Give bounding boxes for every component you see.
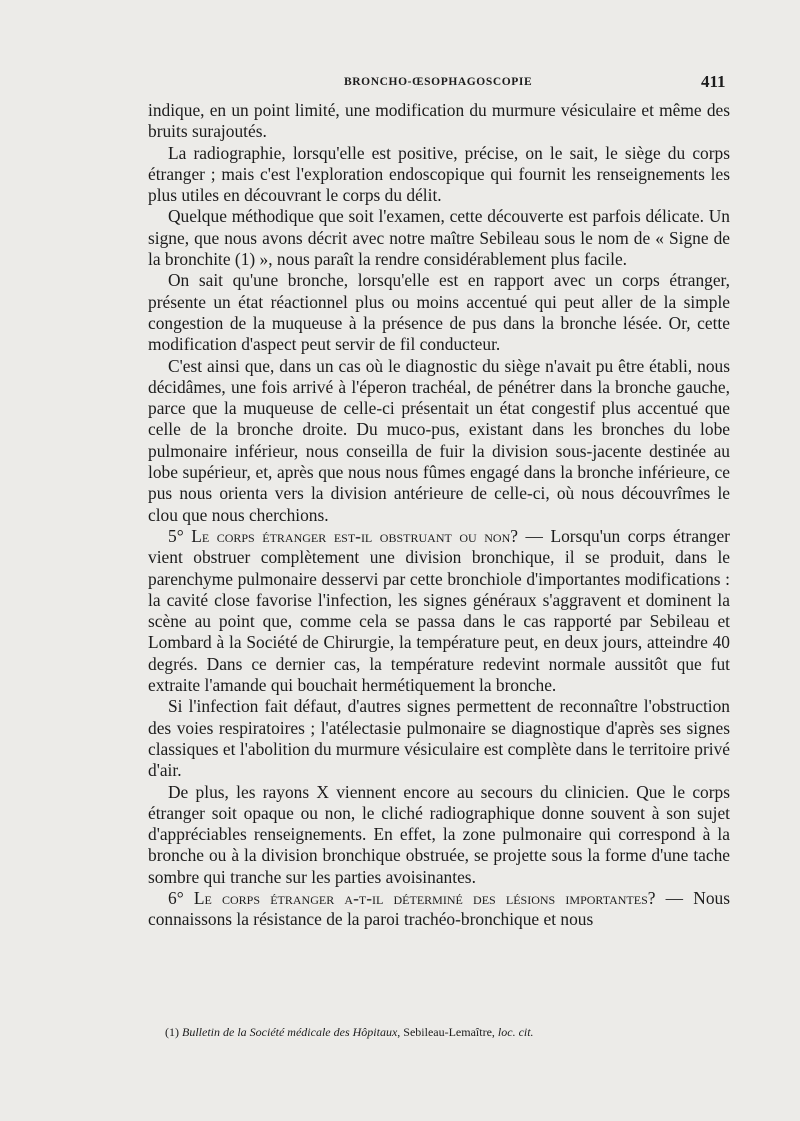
paragraph-radiographie: La radiographie, lorsqu'elle est positive, précise, on le sait, le siège du corps étranger ; mais c'est l'exploration endoscopique qui fournit les renseignements les plus utiles en découvrant le corps du délit.	[148, 142, 730, 206]
section-5	[148, 526, 730, 696]
paragraph-rayons-x: De plus, les rayons X viennent encore au secours du clinicien. Que le corps étranger soit opaque ou non, le cliché radiographique donne souvent à son sujet d'appréciables renseignements. En effet, la zone pulmonaire qui correspond à la bronche ou à la division bronchique obstruée, se projette sous la forme d'une tache sombre qui tranche sur les parties avoisinantes.	[148, 781, 730, 887]
footnote-authors: , Sebileau-Lemaître,	[397, 1025, 498, 1039]
section-6	[148, 888, 730, 931]
section-6-heading: Le corps étranger a-t-il déterminé des lésions importantes?	[193, 887, 656, 908]
footnote-source: Bulletin de la Société médicale des Hôpitaux	[182, 1025, 398, 1039]
paragraph-infection: Si l'infection fait défaut, d'autres signes permettent de reconnaître l'obstruction des voies respiratoires ; l'atélectasie pulmonaire se diagnostique d'après ses signes classiques et l'abolition du murmure vésiculaire est complète dans le territoire privé d'air.	[148, 696, 730, 781]
section-5-number: 5°	[168, 525, 184, 546]
section-6-number: 6°	[168, 887, 184, 908]
paragraph-methode: Quelque méthodique que soit l'examen, cette découverte est parfois délicate. Un signe, que nous avons décrit avec notre maître Sebileau sous le nom de « Signe de la bronchite (1) », nous paraît la rendre considérablement plus facile.	[148, 206, 730, 270]
running-head	[0, 72, 800, 96]
running-title: BRONCHO-ŒSOPHAGOSCOPIE	[344, 76, 533, 88]
footnote	[165, 1024, 725, 1040]
footnote-marker: (1)	[165, 1025, 179, 1039]
body-text	[148, 100, 730, 931]
footnote-loc: loc. cit.	[497, 1025, 534, 1039]
paragraph-bronche-reaction: On sait qu'une bronche, lorsqu'elle est en rapport avec un corps étranger, présente un état réactionnel plus ou moins accentué qui peut aller de la simple congestion de la muqueuse à la présence de pus dans la bronche lésée. Or, cette modification d'aspect peut servir de fil conducteur.	[148, 270, 730, 355]
section-6-text: — Nous connaissons la résistance de la paroi trachéo-bronchique et nous	[148, 887, 730, 930]
section-5-text: — Lorsqu'un corps étranger vient obstruer complètement une division bronchique, il se produit, dans le parenchyme pulmonaire desservi par cette bronchiole d'importantes modifications : la cavité close favorise l'infection, les signes généraux s'aggravent et dominent la scène au point que, comme cela se passa dans le cas rapporté par Sebileau et Lombard à la Société de Chirurgie, la température peut, en deux jours, atteindre 40 degrés. Dans ce dernier cas, la température redevint normale aussitôt que fut extraite l'amande qui bouchait hermétiquement la bronche.	[148, 525, 730, 696]
section-5-heading: Le corps étranger est-il obstruant ou non?	[191, 525, 518, 546]
paragraph-continuation: indique, en un point limité, une modification du murmure vésiculaire et même des bruits surajoutés.	[148, 100, 730, 142]
page-number: 411	[701, 72, 726, 91]
paragraph-cas-clou: C'est ainsi que, dans un cas où le diagnostic du siège n'avait pu être établi, nous décidâmes, une fois arrivé à l'éperon trachéal, de pénétrer dans la bronche gauche, parce que la muqueuse de celle-ci présentait un état congestif plus accentué que celle de la bronche droite. Du muco-pus, existant dans les bronches du lobe pulmonaire inférieur, nous conseilla de fuir la division sous-jacente destinée au lobe supérieur, et, après que nous nous fûmes engagé dans la bronche inférieure, ce pus nous orienta vers la division antérieure de celle-ci, où nous découvrîmes le clou que nous cherchions.	[148, 355, 730, 525]
